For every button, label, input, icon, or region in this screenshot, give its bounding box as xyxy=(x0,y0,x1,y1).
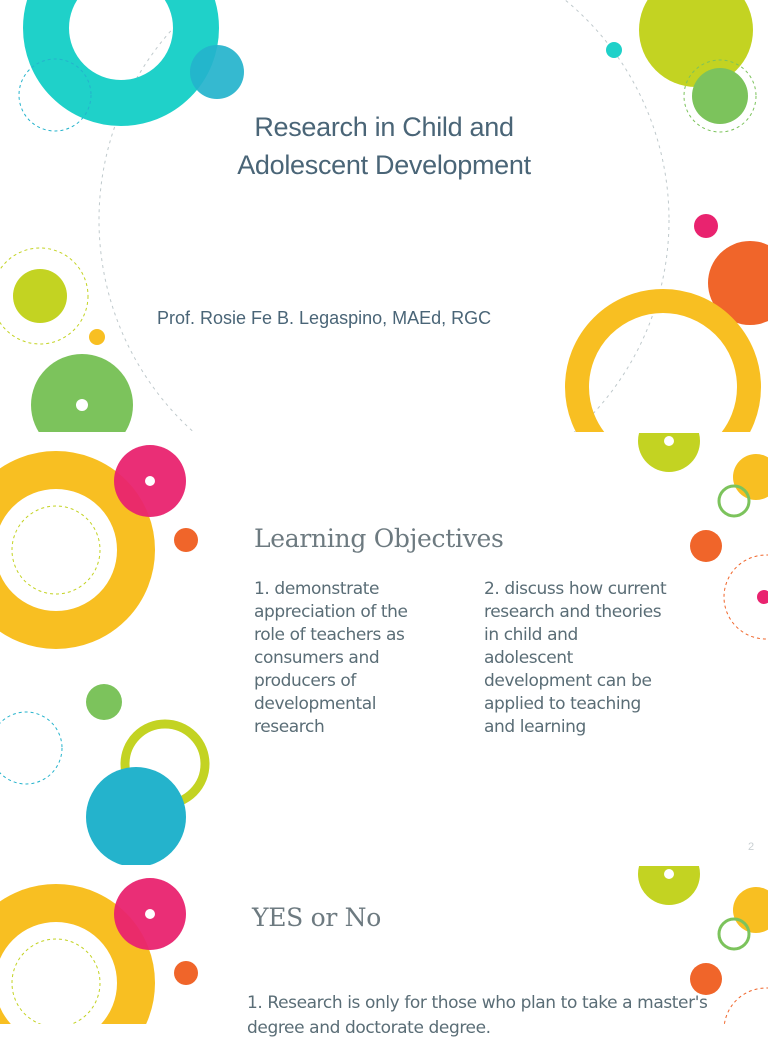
decorative-circles xyxy=(0,0,768,432)
presentation-title xyxy=(0,108,768,184)
slide-heading: YES or No xyxy=(252,903,382,932)
question-1: 1. Research is only for those who plan to take a master's degree and doctorate degree. xyxy=(247,993,708,1038)
objective-1: 1. demonstrate appreciation of the role of teachers as consumers and producers of developmental research xyxy=(254,579,408,737)
title-line-2: Adolescent Development xyxy=(237,150,531,180)
presenter-name: Prof. Rosie Fe B. Legaspino, MAEd, RGC xyxy=(157,308,492,328)
slide-heading: Learning Objectives xyxy=(254,524,504,553)
title-slide xyxy=(0,0,768,432)
objective-2: 2. discuss how current research and theories in child and adolescent development can be applied to teaching and learning xyxy=(484,579,667,737)
page-number: 2 xyxy=(748,841,755,853)
title-line-1: Research in Child and xyxy=(254,112,514,142)
